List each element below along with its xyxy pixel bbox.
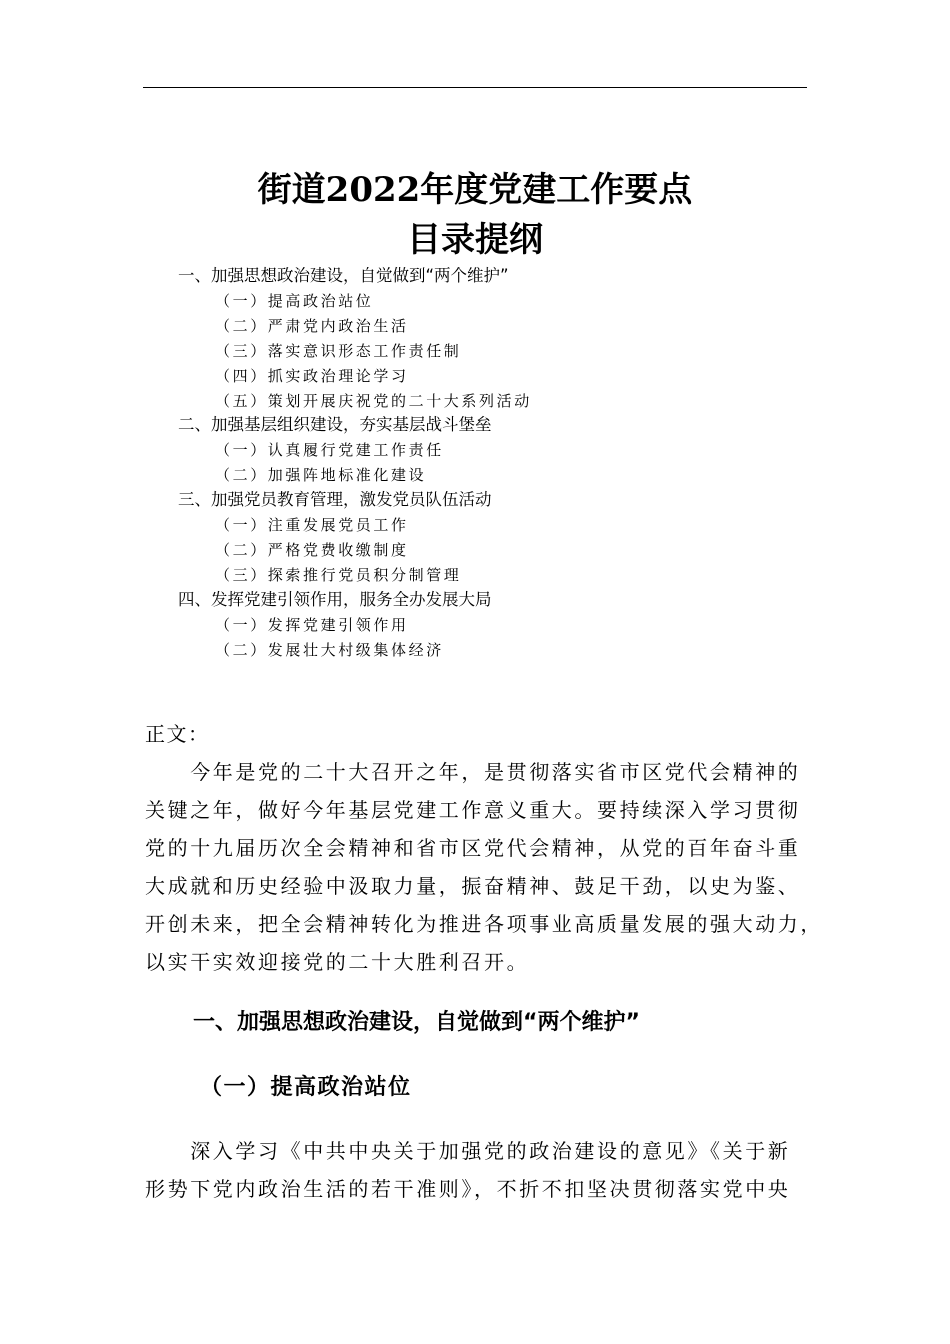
paragraph-line: 以实干实效迎接党的二十大胜利召开。 xyxy=(145,950,530,974)
toc-section: （一）发挥党建引领作用 xyxy=(215,615,409,634)
toc-section: （二）严肃党内政治生活 xyxy=(215,316,409,335)
toc-section: （四）抓实政治理论学习 xyxy=(215,366,409,385)
toc-section: （五）策划开展庆祝党的二十大系列活动 xyxy=(215,391,532,410)
toc-chapter: 一、加强思想政治建设，自觉做到“两个维护” xyxy=(178,266,509,285)
subsection-heading: （一）提高政治站位 xyxy=(200,1074,412,1100)
toc-chapter: 三、加强党员教育管理，激发党员队伍活动 xyxy=(178,490,492,510)
toc-section: （一）注重发展党员工作 xyxy=(215,516,409,534)
toc-chapter: 二、加强基层组织建设，夯实基层战斗堡垒 xyxy=(178,415,492,435)
paragraph-line: 开创未来，把全会精神转化为推进各项事业高质量发展的强大动力， xyxy=(145,912,823,936)
paragraph-line: 大成就和历史经验中汲取力量，振奋精神、鼓足干劲，以史为鉴、 xyxy=(145,874,801,898)
paragraph-line: 今年是党的二十大召开之年，是贯彻落实省市区党代会精神的 xyxy=(145,760,801,784)
document-title: 街道2022年度党建工作要点 xyxy=(257,170,693,210)
toc-section: （二）加强阵地标准化建设 xyxy=(215,466,427,485)
toc-section: （二）发展壮大村级集体经济 xyxy=(215,640,444,659)
section-heading: 一、加强思想政治建设，自觉做到“两个维护” xyxy=(193,1010,640,1035)
toc-section: （二）严格党费收缴制度 xyxy=(215,540,409,559)
paragraph-line: 深入学习《中共中央关于加强党的政治建设的意见》《关于新 xyxy=(145,1139,791,1163)
toc-section: （三）探索推行党员积分制管理 xyxy=(215,565,462,584)
document-subtitle: 目录提纲 xyxy=(407,220,543,260)
body-label: 正文： xyxy=(145,722,210,746)
toc-section: （一）认真履行党建工作责任 xyxy=(215,441,444,460)
paragraph-line: 党的十九届历次全会精神和省市区党代会精神，从党的百年奋斗重 xyxy=(145,836,801,860)
paragraph-line: 关键之年，做好今年基层党建工作意义重大。要持续深入学习贯彻 xyxy=(145,798,801,822)
toc-section: （一）提高政治站位 xyxy=(215,291,374,310)
toc-chapter: 四、发挥党建引领作用，服务全办发展大局 xyxy=(178,589,492,609)
header-rule xyxy=(143,87,807,88)
paragraph-line: 形势下党内政治生活的若干准则》，不折不扣坚决贯彻落实党中央 xyxy=(145,1177,791,1201)
toc-section: （三）落实意识形态工作责任制 xyxy=(215,341,462,360)
